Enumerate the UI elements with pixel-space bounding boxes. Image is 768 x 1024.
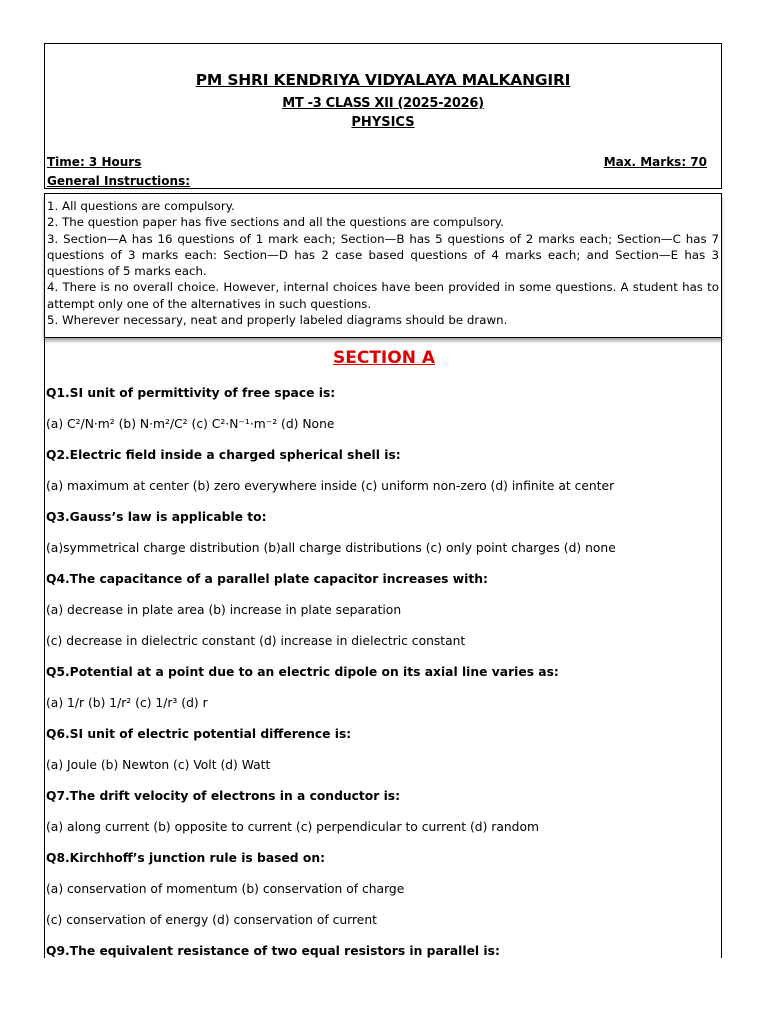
- question-options: (a) C²/N·m² (b) N·m²/C² (c) C²·N⁻¹·m⁻² (d) None: [46, 417, 335, 431]
- instruction-item: 3. Section—A has 16 questions of 1 mark each; Section—B has 5 questions of 2 marks each; Section—C has 7 questions of 3 marks each: Section—D has 2 case based questions of 4 marks each; and Section—E has 3 questions of 5 marks each.: [47, 231, 719, 279]
- question-options: (a) maximum at center (b) zero everywhere inside (c) uniform non-zero (d) infinite at center: [46, 479, 615, 493]
- question-options: (a) conservation of momentum (b) conservation of charge: [46, 882, 405, 896]
- question-options: (a)symmetrical charge distribution (b)all charge distributions (c) only point charges (d) none: [46, 541, 616, 555]
- instructions-box: [44, 193, 722, 338]
- question-options: (c) conservation of energy (d) conservation of current: [46, 913, 377, 927]
- question-options: (a) 1/r (b) 1/r² (c) 1/r³ (d) r: [46, 696, 208, 710]
- header-box: [44, 43, 722, 189]
- question-stem: Q3.Gauss’s law is applicable to:: [46, 510, 267, 524]
- question-stem: Q9.The equivalent resistance of two equal resistors in parallel is:: [46, 944, 500, 958]
- general-instructions-label: General Instructions:: [47, 174, 191, 188]
- time-allowed: Time: 3 Hours: [47, 155, 142, 169]
- question-options: (a) decrease in plate area (b) increase in plate separation: [46, 603, 402, 617]
- question-stem: Q1.SI unit of permittivity of free space is:: [46, 386, 336, 400]
- section-heading: SECTION A: [332, 348, 435, 368]
- question-stem: Q5.Potential at a point due to an electric dipole on its axial line varies as:: [46, 665, 559, 679]
- question-stem: Q8.Kirchhoff’s junction rule is based on:: [46, 851, 325, 865]
- question-stem: Q4.The capacitance of a parallel plate capacitor increases with:: [46, 572, 488, 586]
- question-stem: Q2.Electric field inside a charged spherical shell is:: [46, 448, 401, 462]
- school-name: PM SHRI KENDRIYA VIDYALAYA MALKANGIRI: [195, 71, 571, 89]
- instruction-item: 2. The question paper has five sections and all the questions are compulsory.: [47, 215, 504, 230]
- max-marks: Max. Marks: 70: [603, 155, 707, 169]
- instruction-item: 1. All questions are compulsory.: [47, 199, 235, 213]
- subject-title: PHYSICS: [351, 115, 415, 130]
- exam-title: MT -3 CLASS XII (2025-2026): [282, 96, 484, 111]
- question-stem: Q6.SI unit of electric potential difference is:: [46, 727, 352, 741]
- question-stem: Q7.The drift velocity of electrons in a conductor is:: [46, 789, 401, 803]
- instruction-item: 4. There is no overall choice. However, internal choices have been provided in some questions. A student has to attempt only one of the alternatives in such questions.: [47, 280, 719, 311]
- question-options: (a) along current (b) opposite to current (c) perpendicular to current (d) random: [46, 820, 539, 834]
- instruction-item: 5. Wherever necessary, neat and properly labeled diagrams should be drawn.: [47, 313, 508, 328]
- question-options: (a) Joule (b) Newton (c) Volt (d) Watt: [46, 758, 271, 772]
- question-options: (c) decrease in dielectric constant (d) increase in dielectric constant: [46, 634, 466, 648]
